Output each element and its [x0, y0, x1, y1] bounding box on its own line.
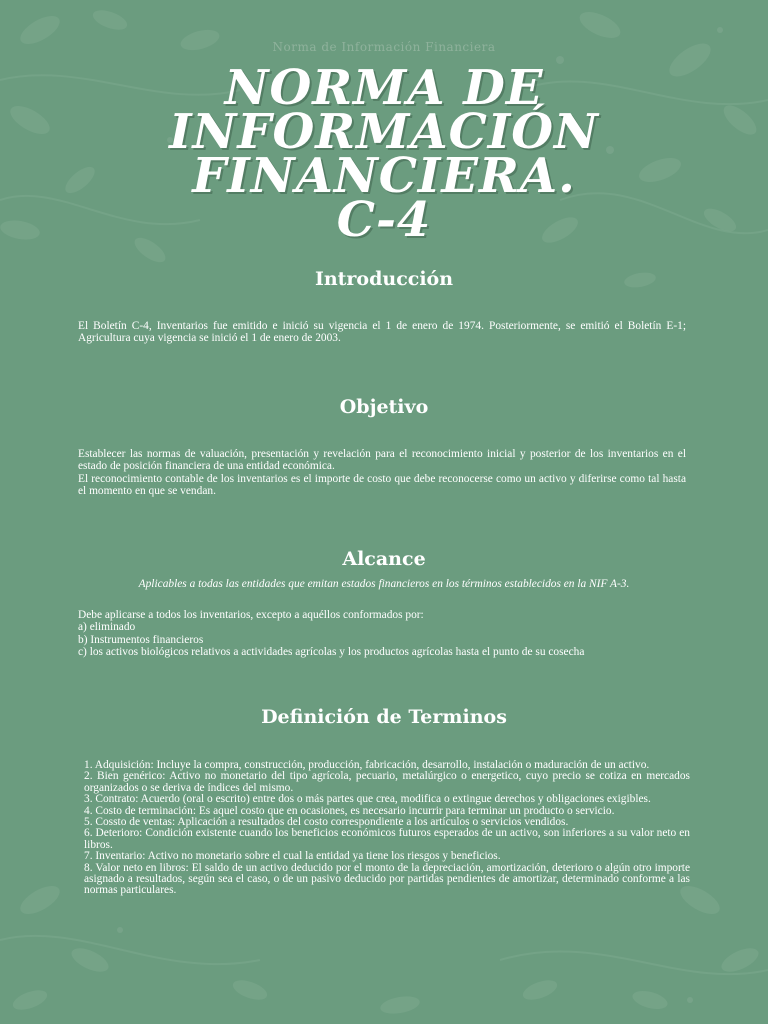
page-title — [60, 60, 708, 248]
list-item: 2. Bien genérico: Activo no monetario del tipo agrícola, pecuario, metalúrgico o energetico, cuyo precio se cotiza en mercados organizados o se deriva de índices del mismo. — [84, 770, 690, 794]
objetivo-heading: Objetivo — [339, 396, 429, 418]
title-line-3: FINANCIERA. — [192, 148, 576, 204]
definiciones-list — [84, 760, 690, 897]
list-item: 8. Valor neto en libros: El saldo de un activo deducido por el monto de la depreciación, amortización, deterioro o algún otro importe asignado a resultados, según sea el caso, o de un pasivo deducido por partidas pendientes de amortizar, determinado conforme a las normas particulares. — [84, 861, 690, 897]
alcance-heading: Alcance — [342, 548, 426, 570]
list-item: b) Instrumentos financieros — [78, 633, 204, 646]
alcance-intro: Debe aplicarse a todos los inventarios, excepto a aquéllos conformados por: — [78, 609, 424, 621]
objetivo-paragraph-1: Establecer las normas de valuación, presentación y revelación para el reconocimiento inicial y posterior de los inventarios en el estado de posición financiera de una entidad económica. — [78, 448, 686, 473]
list-item: a) eliminado — [78, 621, 136, 634]
title-line-1: NORMA DE — [224, 60, 544, 116]
title-line-4: C-4 — [336, 192, 432, 248]
alcance-list — [78, 609, 686, 658]
list-item: 6. Deterioro: Condición existente cuando los beneficios económicos futuros esperados de un activo, son inferiores a su valor neto en libros. — [84, 827, 690, 851]
list-item: 7. Inventario: Activo no monetario sobre el cual la entidad ya tiene los riesgos y beneficios. — [84, 850, 501, 863]
list-item: 5. Cossto de ventas: Aplicación a resultados del costo correspondiente a los artículos o servicios vendidos. — [84, 816, 569, 829]
list-item: c) los activos biológicos relativos a actividades agrícolas y los productos agrícolas hasta el punto de su cosecha — [78, 645, 585, 658]
list-item: 1. Adquisición: Incluye la compra, construcción, producción, fabricación, desarrollo, instalación o maduración de un activo. — [84, 759, 650, 771]
intro-text: El Boletín C-4, Inventarios fue emitido e inició su vigencia el 1 de enero de 1974. Posteriormente, se emitió el Boletín E-1; Agricultura cuya vigencia se inició el 1 de enero de 2003. — [78, 320, 686, 345]
intro-heading: Introducción — [314, 268, 454, 290]
objetivo-paragraph-2: El reconocimiento contable de los inventarios es el importe de costo que debe reconocerse como un activo y diferirse como tal hasta el momento en que se vendan. — [78, 472, 686, 497]
list-item: 4. Costo de terminación: Es aquel costo que en ocasiones, es necesario incurrir para terminar un producto o servicio. — [84, 804, 615, 817]
alcance-note: Aplicables a todas las entidades que emitan estados financieros en los términos establecidos en la NIF A-3. — [138, 578, 630, 590]
header-subtitle: Norma de Información Financiera — [272, 40, 496, 54]
definiciones-heading: Definición de Terminos — [261, 706, 507, 728]
objetivo-text — [78, 448, 686, 497]
title-line-2: INFORMACIÓN — [169, 104, 599, 160]
list-item: 3. Contrato: Acuerdo (oral o escrito) entre dos o más partes que crea, modifica o extingue derechos y obligaciones exigibles. — [84, 793, 651, 806]
